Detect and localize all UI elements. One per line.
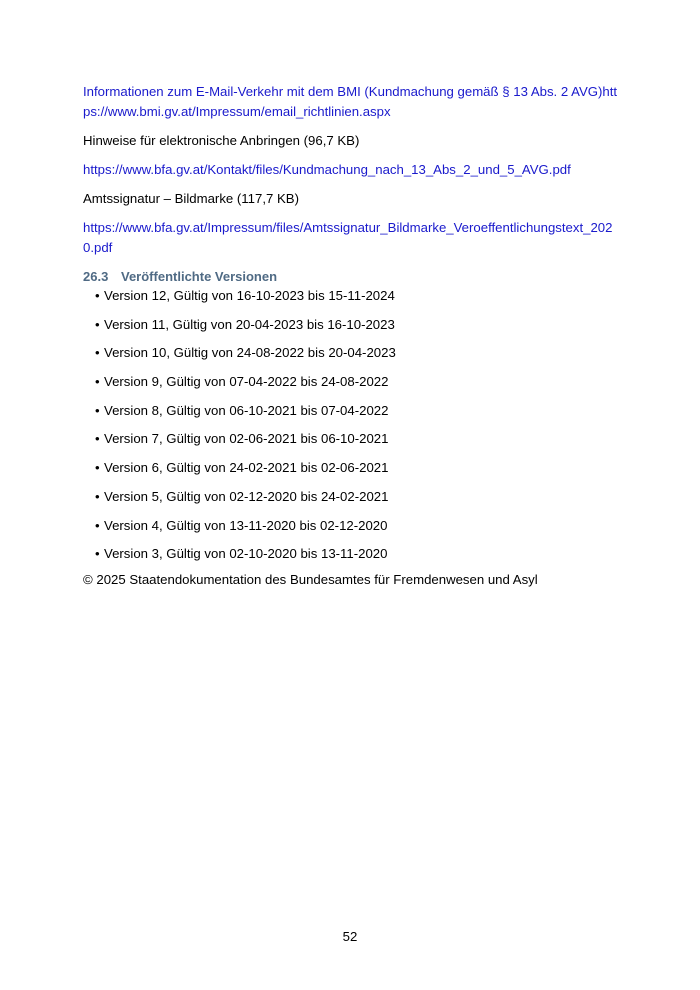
list-item <box>83 403 623 419</box>
bullet-icon: • <box>95 402 100 418</box>
version-text: Version 11, Gültig von 20-04-2023 bis 16-10-2023 <box>104 316 395 332</box>
bullet-icon: • <box>95 460 100 476</box>
list-item <box>83 489 623 505</box>
copyright-text: © 2025 Staatendokumentation des Bundesamtes für Fremdenwesen und Asyl <box>83 571 538 587</box>
list-item <box>83 546 623 562</box>
document-page <box>83 82 623 588</box>
version-text: Version 4, Gültig von 13-11-2020 bis 02-12-2020 <box>104 517 388 533</box>
section-heading <box>83 269 623 285</box>
version-text: Version 12, Gültig von 16-10-2023 bis 15-11-2024 <box>104 288 395 303</box>
amtssignatur-link[interactable]: https://www.bfa.gv.at/Impressum/files/Amtssignatur_Bildmarke_Veroeffentlichungstext_2020.pdf <box>83 220 613 255</box>
list-item <box>83 288 623 304</box>
list-item <box>83 460 623 476</box>
version-text: Version 7, Gültig von 02-06-2021 bis 06-10-2021 <box>104 431 389 447</box>
hinweise-text: Hinweise für elektronische Anbringen (96,7 KB) <box>83 133 360 148</box>
version-text: Version 6, Gültig von 24-02-2021 bis 02-06-2021 <box>104 460 389 476</box>
amtssignatur-text: Amtssignatur – Bildmarke (117,7 KB) <box>83 191 299 206</box>
list-item <box>83 431 623 447</box>
bullet-icon: • <box>95 316 100 332</box>
bullet-icon: • <box>95 288 100 303</box>
bullet-icon: • <box>95 374 100 390</box>
section-number: 26.3 <box>83 269 109 284</box>
version-text: Version 3, Gültig von 02-10-2020 bis 13-11-2020 <box>104 546 388 562</box>
email-info-link[interactable]: Informationen zum E-Mail-Verkehr mit dem BMI (Kundmachung gemäß § 13 Abs. 2 AVG)https://www.bmi.gv.at/Impressum/email_richtlinien.aspx <box>83 84 618 119</box>
list-item <box>83 345 623 361</box>
versions-list <box>83 288 623 562</box>
bullet-icon: • <box>95 345 100 361</box>
kundmachung-link[interactable]: https://www.bfa.gv.at/Kontakt/files/Kundmachung_nach_13_Abs_2_und_5_AVG.pdf <box>83 162 571 177</box>
version-text: Version 8, Gültig von 06-10-2021 bis 07-04-2022 <box>104 402 389 418</box>
version-text: Version 10, Gültig von 24-08-2022 bis 20-04-2023 <box>104 345 396 361</box>
bullet-icon: • <box>95 546 100 562</box>
bullet-icon: • <box>95 488 100 504</box>
bullet-icon: • <box>95 517 100 533</box>
version-text: Version 9, Gültig von 07-04-2022 bis 24-08-2022 <box>104 374 389 390</box>
version-text: Version 5, Gültig von 02-12-2020 bis 24-02-2021 <box>104 488 389 504</box>
bullet-icon: • <box>95 431 100 447</box>
list-item <box>83 317 623 333</box>
section-title: Veröffentlichte Versionen <box>121 269 278 284</box>
list-item <box>83 374 623 390</box>
list-item <box>83 518 623 534</box>
page-number: 52 <box>342 929 358 944</box>
